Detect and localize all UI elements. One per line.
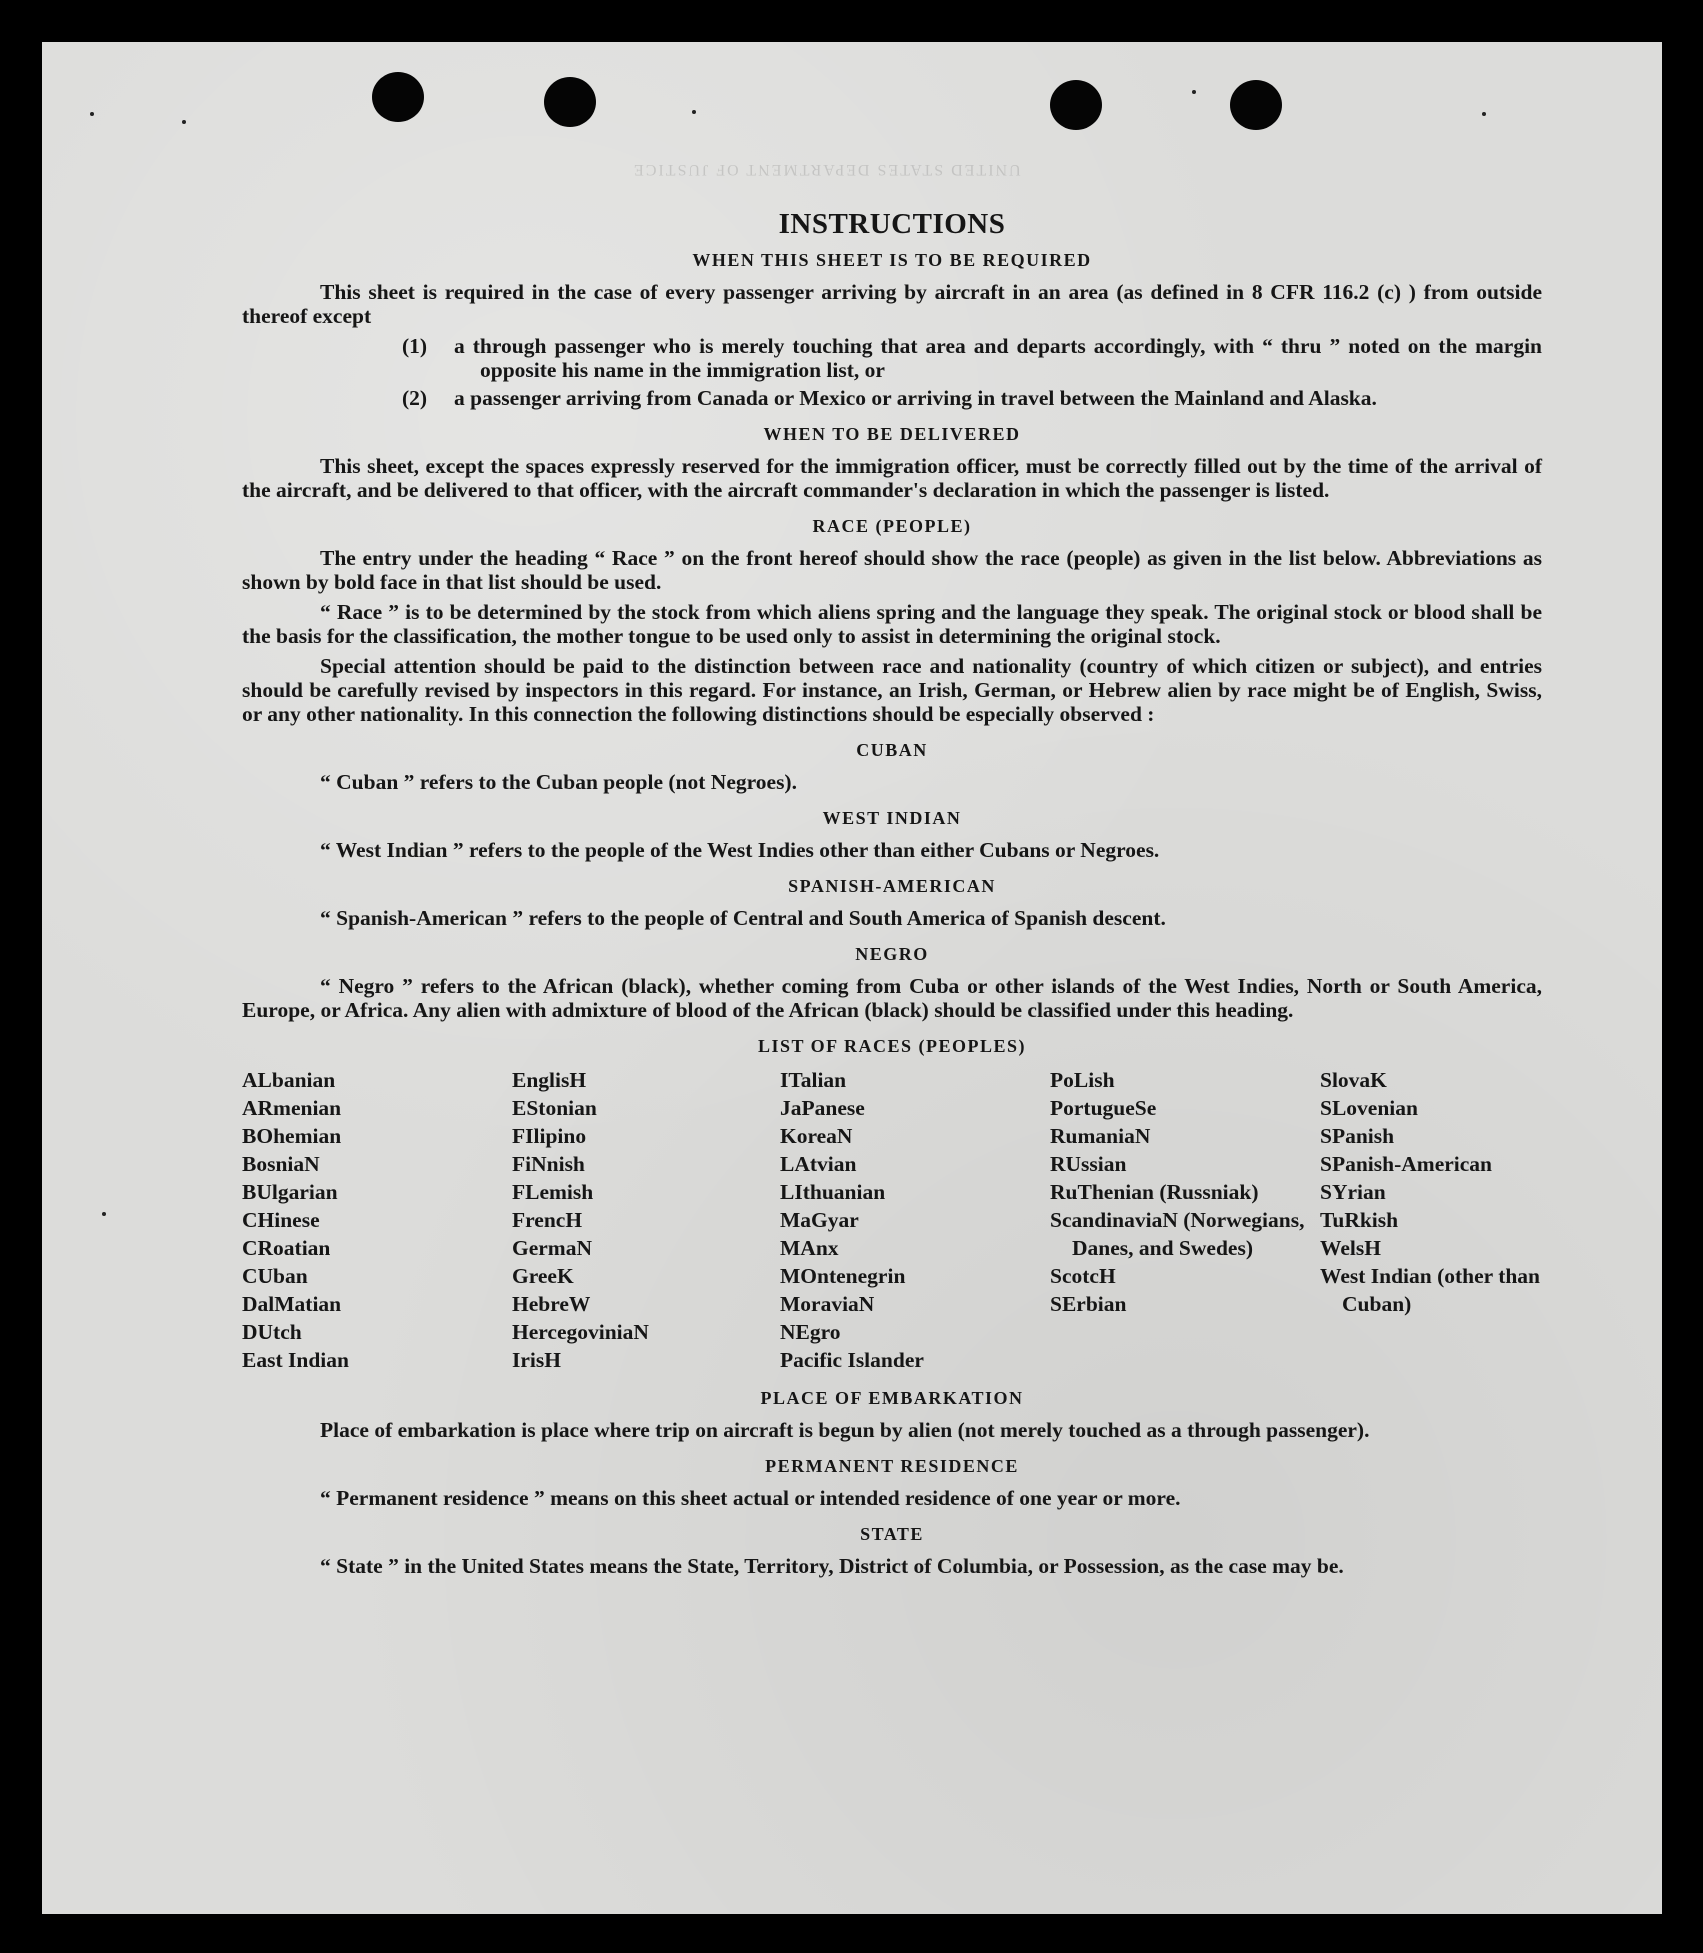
state-text: “ State ” in the United States means the State, Territory, District of Columbia, or Possession, as the case may be. (320, 1554, 1344, 1578)
race-entry: EStonian (512, 1096, 597, 1120)
race-entry: EnglisH (512, 1068, 587, 1092)
page-title: INSTRUCTIONS (778, 208, 1006, 240)
heading-negro: NEGRO (855, 944, 929, 964)
bleed-through-text: UNITED STATES DEPARTMENT OF JUSTICE (632, 161, 1021, 178)
item-number: (2) (402, 386, 428, 410)
race-paragraph-3: Special attention should be paid to the distinction between race and nationality (country of which citizen or subject), and entries should be carefully revised by inspectors in this regard. For instance, an Irish, German, or Hebrew alien by race might be of English, Swiss, or any other nationality. In this connection the following distinctions should be especially observed : (242, 654, 1542, 726)
race-entry: RuThenian (Russniak) (1050, 1180, 1259, 1204)
race-entry: PortugueSe (1050, 1096, 1157, 1120)
race-entry: Pacific Islander (780, 1348, 924, 1372)
cuban-text: “ Cuban ” refers to the Cuban people (not Negroes). (320, 770, 797, 794)
race-entry: FLemish (512, 1180, 594, 1204)
race-entry: SPanish (1320, 1124, 1395, 1148)
race-entry: CHinese (242, 1208, 320, 1232)
race-entry: MOntenegrin (780, 1264, 906, 1288)
races-column (512, 1066, 780, 1374)
race-entry: IrisH (512, 1348, 561, 1372)
race-entry: ITalian (780, 1068, 847, 1092)
race-entry: HercegoviniaN (512, 1320, 649, 1344)
races-column (780, 1066, 1050, 1374)
speck (1482, 112, 1486, 116)
heading-state: STATE (860, 1524, 924, 1544)
race-paragraph-1: The entry under the heading “ Race ” on the front hereof should show the race (people) as given in the list below. Abbreviations as shown by bold face in that list should be used. (242, 546, 1542, 594)
race-entry: MAnx (780, 1236, 839, 1260)
race-entry: BOhemian (242, 1124, 342, 1148)
race-entry: BUlgarian (242, 1180, 338, 1204)
heading-residence: PERMANENT RESIDENCE (765, 1456, 1019, 1476)
west-indian-text: “ West Indian ” refers to the people of the West Indies other than either Cubans or Negroes. (320, 838, 1160, 862)
document-page (42, 42, 1662, 1914)
race-entry: RumaniaN (1050, 1124, 1151, 1148)
race-entry: East Indian (242, 1348, 349, 1372)
race-entry: SErbian (1050, 1292, 1127, 1316)
numbered-item (402, 386, 1542, 410)
speck (182, 120, 186, 124)
race-entry: TuRkish (1320, 1208, 1399, 1232)
heading-required: WHEN THIS SHEET IS TO BE REQUIRED (692, 250, 1092, 270)
race-entry: CUban (242, 1264, 308, 1288)
embarkation-text: Place of embarkation is place where trip on aircraft is begun by alien (not merely touched as a through passenger). (320, 1418, 1370, 1442)
race-entry: PoLish (1050, 1068, 1115, 1092)
heading-spanish-american: SPANISH-AMERICAN (788, 876, 996, 896)
race-entry: MoraviaN (780, 1292, 875, 1316)
race-entry: DalMatian (242, 1292, 342, 1316)
race-entry: ScotcH (1050, 1264, 1116, 1288)
speck (90, 112, 94, 116)
punch-hole (1050, 80, 1102, 130)
race-entry: West Indian (other than Cuban) (1320, 1264, 1541, 1316)
race-entry: RUssian (1050, 1152, 1127, 1176)
residence-text: “ Permanent residence ” means on this sheet actual or intended residence of one year or more. (320, 1486, 1181, 1510)
race-entry: ALbanian (242, 1068, 336, 1092)
negro-text: “ Negro ” refers to the African (black), whether coming from Cuba or other islands of the West Indies, North or South America, Europe, or Africa. Any alien with admixture of blood of the African (black) should be classified under this heading. (242, 974, 1542, 1022)
item-text: a passenger arriving from Canada or Mexico or arriving in travel between the Mainland and Alaska. (454, 386, 1377, 410)
required-intro: This sheet is required in the case of every passenger arriving by aircraft in an area (as defined in 8 CFR 116.2 (c) ) from outside thereof except (242, 280, 1542, 328)
punch-hole (1230, 80, 1282, 130)
speck (692, 110, 696, 114)
race-paragraph-2: “ Race ” is to be determined by the stock from which aliens spring and the language they speak. The original stock or blood shall be the basis for the classification, the mother tongue to be used only to assist in determining the original stock. (242, 600, 1542, 648)
heading-list-of-races: LIST OF RACES (PEOPLES) (757, 1036, 1027, 1056)
race-entry: CRoatian (242, 1236, 331, 1260)
item-number: (1) (402, 334, 428, 358)
race-entry: SLovenian (1320, 1096, 1418, 1120)
race-entry: GermaN (512, 1236, 592, 1260)
race-entry: FrencH (512, 1208, 583, 1232)
race-entry: WelsH (1320, 1236, 1381, 1260)
heading-embarkation: PLACE OF EMBARKATION (760, 1388, 1024, 1408)
race-entry: ARmenian (242, 1096, 342, 1120)
race-entry: LIthuanian (780, 1180, 886, 1204)
races-column (1050, 1066, 1320, 1374)
item-text: a through passenger who is merely touching that area and departs accordingly, with “ thru ” noted on the margin opposite his name in the immigration list, or (454, 334, 1542, 382)
races-list (242, 1066, 1542, 1374)
heading-west-indian: WEST INDIAN (822, 808, 962, 828)
race-entry: MaGyar (780, 1208, 859, 1232)
race-entry: JaPanese (780, 1096, 865, 1120)
race-entry: SPanish-American (1320, 1152, 1492, 1176)
race-entry: ScandinaviaN (Norwegians, Danes, and Swedes) (1050, 1208, 1305, 1260)
races-column (1320, 1066, 1542, 1374)
races-column (242, 1066, 512, 1374)
punch-hole (372, 72, 424, 122)
race-entry: KoreaN (780, 1124, 853, 1148)
delivered-text: This sheet, except the spaces expressly reserved for the immigration officer, must be correctly filled out by the time of the arrival of the aircraft, and be delivered to that officer, with the aircraft commander's declaration in which the passenger is listed. (242, 454, 1542, 502)
punch-hole (544, 77, 596, 127)
race-entry: LAtvian (780, 1152, 857, 1176)
race-entry: BosniaN (242, 1152, 320, 1176)
speck (1192, 90, 1196, 94)
race-entry: GreeK (512, 1264, 574, 1288)
spanish-american-text: “ Spanish-American ” refers to the people of Central and South America of Spanish descent. (320, 906, 1166, 930)
numbered-item (402, 334, 1542, 382)
race-entry: FiNnish (512, 1152, 585, 1176)
race-entry: HebreW (512, 1292, 591, 1316)
speck (102, 1212, 106, 1216)
heading-cuban: CUBAN (856, 740, 928, 760)
heading-delivered: WHEN TO BE DELIVERED (763, 424, 1021, 444)
instructions-body (242, 208, 1542, 1584)
race-entry: FIlipino (512, 1124, 587, 1148)
race-entry: SYrian (1320, 1180, 1386, 1204)
race-entry: SlovaK (1320, 1068, 1387, 1092)
heading-race: RACE (PEOPLE) (812, 516, 972, 536)
race-entry: DUtch (242, 1320, 302, 1344)
race-entry: NEgro (780, 1320, 841, 1344)
